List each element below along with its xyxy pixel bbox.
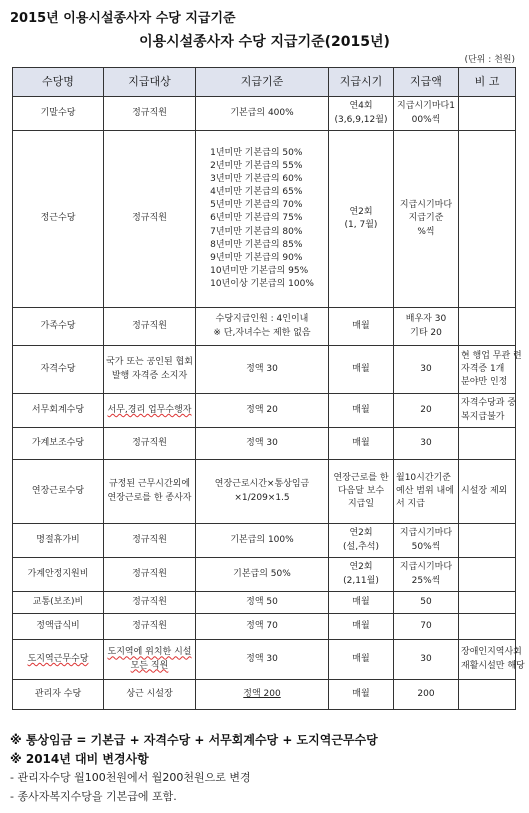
cell-timing: 매월 [329,428,394,460]
cell-standard: 정액 70 [196,614,329,640]
timing-line: (2,11월) [343,575,379,586]
standard-text: 정액 200 [243,688,281,699]
cell-note [459,592,516,614]
wage-formula-note: ※ 통상임금 = 기본급 + 자격수당 + 서무회계수당 + 도지역근무수당 [10,733,378,747]
cell-timing [329,524,394,558]
cell-note [459,614,516,640]
cell-timing: 매월 [329,640,394,680]
cell-standard: 기본급의 50% [196,558,329,592]
standard-line: 8년미만 기본급의 85% [210,239,303,250]
table-row [13,428,516,460]
cell-note [459,131,516,308]
cell-target: 정규직원 [104,614,196,640]
cell-target: 국가 또는 공인된 협회 발행 자격증 소지자 [104,346,196,394]
standard-line: 연장근로시간×통상임금 [214,479,310,490]
standard-line: 7년미만 기본급의 80% [210,226,303,237]
cell-allowance-name: 자격수당 [13,346,104,394]
cell-timing: 매월 [329,308,394,346]
cell-timing: 매월 [329,592,394,614]
standard-line: 1년미만 기본급의 50% [210,148,303,159]
timing-line: 연장근로를 한 [333,472,389,483]
cell-amount: 30 [394,428,459,460]
header-amount: 지급액 [394,68,459,97]
cell-standard: 기본급의 100% [196,524,329,558]
page-title: 2015년 이용시설종사자 수당 지급기준 [10,11,236,26]
cell-allowance-name: 기말수당 [13,97,104,131]
amount-line: 월10시간기준 [396,472,451,483]
unit-note: (단위 : 천원) [464,55,515,65]
standard-line: 3년미만 기본급의 60% [210,174,303,185]
cell-note [459,394,516,428]
cell-allowance-name: 가족수당 [13,308,104,346]
cell-allowance-name: 관리자 수당 [13,680,104,710]
cell-note [459,640,525,680]
amount-line: 예산 범위 내에 [396,485,454,496]
standard-text: 기본급의 400% [230,107,294,118]
note-line: 자격수당과 중 [461,398,517,409]
amount-line: 00%씩 [411,114,441,125]
amount-line: 배우자 30 [405,314,447,325]
standard-line: ×1/209×1.5 [234,492,290,503]
cell-allowance-name: 서무회계수당 [13,394,104,428]
changes-title: ※ 2014년 대비 변경사항 [10,752,149,766]
cell-standard: 정액 50 [196,592,329,614]
cell-standard [196,97,329,131]
table-row [13,97,516,131]
standard-line: ※ 단,자녀수는 제한 없음 [213,327,311,338]
standard-line: 10년이상 기본급의 100% [210,278,314,289]
note-line: 자격증 1개 [461,363,505,374]
cell-timing: 매월 [329,394,394,428]
cell-target: 정규직원 [104,592,196,614]
table-header-row [13,68,516,97]
note-line: 분야만 인정 [461,377,508,388]
table-row [13,394,516,428]
cell-target: 도지역에 위치한 시설 모든 직원 [104,640,196,680]
timing-line: (설,추석) [343,541,379,552]
table-row [13,614,516,640]
cell-timing: 매월 [329,680,394,710]
timing-line: 연2회 [349,562,373,573]
amount-line: 25%씩 [411,575,441,586]
cell-target: 정규직원 [104,308,196,346]
cell-target: 정규직원 [104,558,196,592]
cell-amount [394,524,459,558]
header-note: 비 고 [459,68,516,97]
amount-line: 50%씩 [411,541,441,552]
cell-standard: 정액 30 [196,346,329,394]
amount-line: 지급시기마다1 [397,101,455,112]
cell-allowance-name: 교통(보조)비 [13,592,104,614]
cell-standard: 정액 30 [196,640,329,680]
table-row [13,346,516,394]
notes-section [10,731,520,807]
cell-allowance-name: 연장근로수당 [13,460,104,524]
change-item: - 종사자복지수당을 기본급에 포함. [10,790,177,803]
header-target: 지급대상 [104,68,196,97]
timing-line: (1, 7월) [344,220,378,230]
table-row [13,308,516,346]
cell-target: 서무,경리 업무수행자 [104,394,196,428]
cell-note [459,558,516,592]
table-row [13,524,516,558]
change-item: - 관리자수당 월100천원에서 월200천원으로 변경 [10,771,251,784]
cell-target: 상근 시설장 [104,680,196,710]
cell-amount [394,97,459,131]
cell-allowance-name: 정액급식비 [13,614,104,640]
cell-target: 정규직원 [104,428,196,460]
cell-target: 정규직원 [104,524,196,558]
timing-line: 연2회 [349,206,373,217]
cell-amount [394,460,459,524]
timing-line: 연2회 [349,528,373,539]
cell-target: 규정된 근무시간외에 연장근로를 한 종사자 [104,460,196,524]
timing-line: 연4회 [349,101,373,112]
header-allowance-name: 수당명 [13,68,104,97]
cell-amount [394,558,459,592]
cell-standard [196,131,329,308]
cell-amount: 200 [394,680,459,710]
cell-target: 정규직원 [104,131,196,308]
cell-standard: 정액 20 [196,394,329,428]
amount-line: %씩 [417,226,435,237]
table-row [13,680,516,710]
table-row [13,640,516,680]
cell-amount [394,131,459,308]
cell-timing [329,97,394,131]
header-timing: 지급시기 [329,68,394,97]
cell-standard [196,460,329,524]
cell-timing [329,131,394,308]
standard-line: 수당지급인원 : 4인이내 [215,314,309,325]
table-row [13,592,516,614]
cell-amount [394,308,459,346]
cell-standard [196,308,329,346]
amount-line: 기타 20 [410,327,442,338]
cell-allowance-name: 정근수당 [13,131,104,308]
standard-list [210,147,314,291]
document-title: 이용시설종사자 수당 지급기준(2015년) [139,34,390,50]
standard-line: 5년미만 기본급의 70% [210,200,303,211]
cell-amount: 70 [394,614,459,640]
cell-amount: 30 [394,640,459,680]
table-row [13,131,516,308]
standard-line: 10년미만 기본급의 95% [210,265,309,276]
cell-amount: 30 [394,346,459,394]
cell-allowance-name: 가계보조수당 [13,428,104,460]
amount-line: 지급시기마다 [399,562,453,573]
amount-line: 지급시기마다 [399,528,453,539]
amount-line: 지급기준 [408,213,444,224]
cell-timing: 매월 [329,346,394,394]
cell-timing [329,460,394,524]
cell-allowance-name: 명절휴가비 [13,524,104,558]
timing-line: 지급일 [347,499,375,510]
note-line: 현 행업 무관 련 [461,350,522,361]
cell-note: 시설장 제외 [459,460,516,524]
cell-note [459,524,516,558]
standard-line: 2년미만 기본급의 55% [210,161,303,172]
cell-target: 정규직원 [104,97,196,131]
cell-note [459,680,516,710]
standard-line: 9년미만 기본급의 90% [210,252,303,263]
cell-allowance-name: 가계안정지원비 [13,558,104,592]
cell-note [459,97,516,131]
cell-note [459,346,522,394]
cell-timing: 매월 [329,614,394,640]
amount-line: 서 지급 [396,499,425,510]
cell-timing [329,558,394,592]
amount-line: 지급시기마다 [399,200,453,211]
header-standard: 지급기준 [196,68,329,97]
timing-line: 다음달 보수 [337,485,385,496]
note-line: 복지급불가 [461,411,505,422]
table-row [13,460,516,524]
timing-line: (3,6,9,12월) [334,114,388,125]
cell-standard: 정액 30 [196,428,329,460]
cell-note [459,428,516,460]
cell-standard [196,680,329,710]
table-row [13,558,516,592]
note-line: 장애인지역사회 [461,647,522,658]
cell-note [459,308,516,346]
standard-line: 4년미만 기본급의 65% [210,187,303,198]
cell-allowance-name: 도지역근무수당 [13,640,104,680]
cell-amount: 20 [394,394,459,428]
standard-line: 6년미만 기본급의 75% [210,213,303,224]
cell-amount: 50 [394,592,459,614]
note-line: 재활시설만 해당 [461,660,525,671]
allowance-table [12,67,525,710]
